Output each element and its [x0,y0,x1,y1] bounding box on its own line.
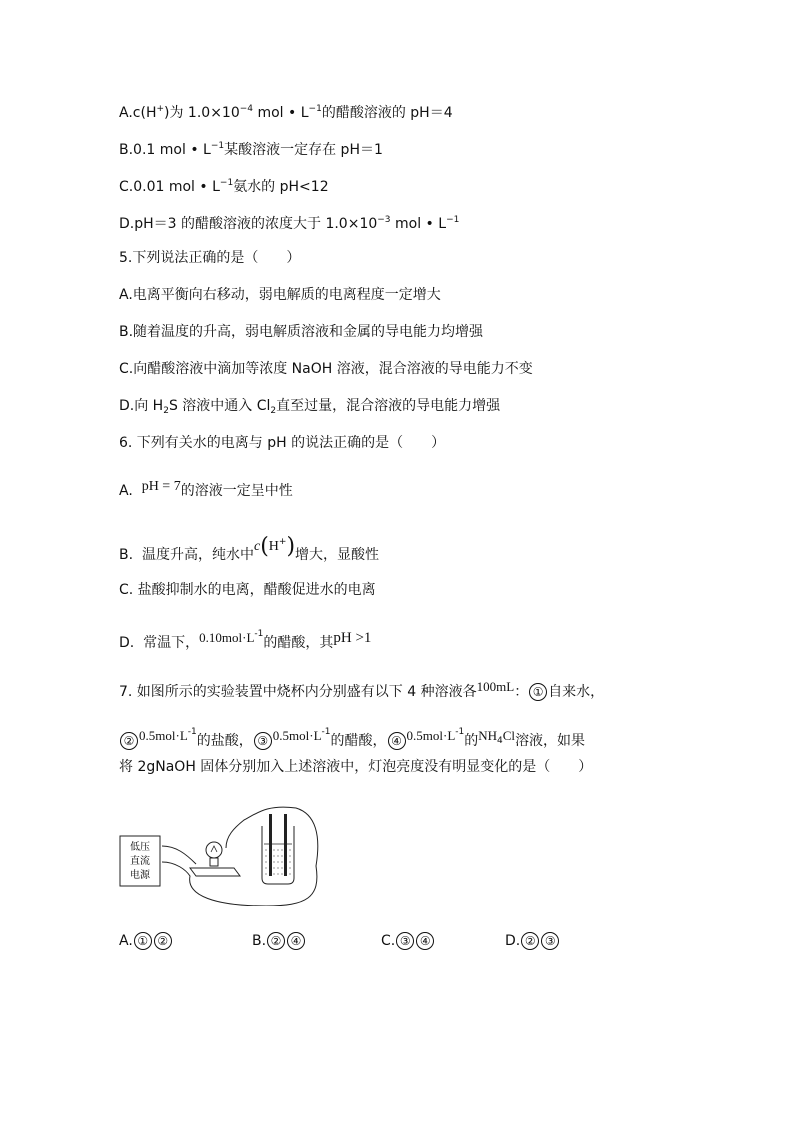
q5-option-d [119,396,500,421]
q6-stem: 6. 下列有关水的电离与 pH 的说法正确的是（ ） [119,435,446,451]
q4-option-d [119,210,459,234]
q6-d-unit-exp: -1 [254,629,264,639]
q7-a-mark2: ② [154,932,172,950]
q4-c-text: 氨水的 pH<12 [233,179,329,195]
q6-b-text1: 温度升高，纯水中 [141,547,254,563]
q6-b-paren-open: ( [260,534,269,559]
q6-d-conc: 0.10mol [199,630,243,645]
q7-l2-circle4: ④ [388,732,406,750]
q7-l2-circle2: ② [120,732,138,750]
q7-l2-salt2: Cl [502,728,516,743]
q5-option-b: B.随着温度的升高，弱电解质溶液和金属的导电能力均增强 [119,324,484,340]
q4-d-exp: −3 [377,215,391,225]
q6-d-formula: pH >1 [333,630,372,646]
q7-d-label: D. [505,933,521,949]
q5-d-sub2: 2 [270,406,277,416]
power-label-line2: 直流 [130,856,150,867]
q7-l2-conc-2: 0.5mol [272,728,310,743]
q4-b-exp: −1 [210,141,225,151]
beaker [262,826,294,884]
q5-d-mid: S 溶液中通入 Cl [168,398,271,414]
q7-l2-unit-1: ·L [175,728,188,743]
q7-option-a [119,931,173,951]
q6-option-d [119,629,371,653]
q4-a-unit-exp: −1 [308,104,322,114]
q4-d-unit: mol • L [390,216,447,232]
q7-option-b [252,931,306,951]
q7-c-mark1: ③ [396,932,414,950]
power-label-line1: 低压 [130,842,150,853]
q7-option-d [505,931,560,951]
q7-l1-text1: 7. 如图所示的实验装置中烧杯内分别盛有以下 4 种溶液各 [119,684,477,700]
q7-l2-t5: 溶液，如果 [515,733,586,749]
q7-l2-exp-2: -1 [321,727,331,737]
bulb-icon [206,842,222,858]
q6-d-text2: 的醋酸，其 [263,635,334,651]
q7-c-label: C. [381,933,396,949]
q6-b-label: B. [119,547,134,563]
q4-b-text: 某酸溶液一定存在 pH＝1 [224,142,383,158]
q4-a-unit: mol • L [253,105,309,121]
q7-b-label: B. [252,933,267,949]
q7-line3: 将 2gNaOH 固体分别加入上述溶液中，灯泡亮度没有明显变化的是（ ） [119,759,593,775]
q7-l2-salt-sub: 4 [497,736,503,746]
q6-b-ion-sup: + [278,537,287,547]
q6-b-paren-close: ) [286,534,296,559]
q6-b-c: c [253,539,261,554]
q5-option-a: A.电离平衡向右移动，弱电解质的电离程度一定增大 [119,287,441,303]
q5-option-c: C.向醋酸溶液中滴加等浓度 NaOH 溶液，混合溶液的导电能力不变 [119,361,533,377]
q4-d-prefix: D.pH＝3 的醋酸溶液的浓度大于 1.0×10 [119,216,378,232]
q7-b-mark1: ② [267,932,285,950]
q7-l2-circle3: ③ [254,732,272,750]
q6-a-formula: pH = 7 [141,479,181,494]
apparatus-diagram [116,806,346,906]
q7-b-mark2: ④ [287,932,305,950]
q6-option-a [119,481,293,502]
q6-a-text: 的溶液一定呈中性 [180,483,293,499]
q4-b-prefix: B.0.1 mol • L [119,142,211,158]
q7-l2-t3: 的醋酸， [330,733,387,749]
q6-b-ion: H [268,539,279,554]
q7-l1-circle: ① [529,683,547,701]
q6-option-c: C. 盐酸抑制水的电离，醋酸促进水的电离 [119,582,376,598]
q7-a-label: A. [119,933,133,949]
q7-l2-exp-1: -1 [187,727,197,737]
q7-l1-vol: 100mL [476,679,515,694]
power-label-line3: 电源 [130,870,150,881]
q6-option-b [119,534,380,566]
q4-a-text: 的醋酸溶液的 pH＝4 [321,105,453,121]
q4-c-prefix: C.0.01 mol • L [119,179,220,195]
q4-option-c [119,173,329,197]
q4-a-sup: + [156,104,165,114]
q7-l2-t4: 的 [464,733,479,749]
q6-a-label: A. [119,483,133,499]
q7-l1-text3: 自来水， [548,684,605,700]
q7-l2-exp-3: -1 [455,727,465,737]
q7-line1 [119,679,605,702]
q6-b-text2: 增大，显酸性 [295,547,380,563]
q7-l2-conc-1: 0.5mol [139,728,176,743]
q5-d-prefix: D.向 H [119,398,164,414]
lamp-base [190,868,240,876]
electrode-right [284,814,287,876]
q7-l2-salt: NH [478,728,498,743]
q7-c-mark2: ④ [416,932,434,950]
q7-l2-unit-2: ·L [309,728,322,743]
q4-a-mid: )为 1.0×10 [164,105,240,121]
q5-d-sub1: 2 [163,406,169,416]
q7-l2-unit-3: ·L [442,728,456,743]
solution-hatch [265,850,291,874]
q5-d-text: 直至过量，混合溶液的导电能力增强 [276,398,501,414]
q4-a-exp: −4 [239,104,254,114]
q4-c-exp: −1 [219,178,234,188]
q4-option-b [119,136,383,160]
q4-a-prefix: A.c(H [119,105,157,121]
q7-l1-text2: ： [514,684,529,700]
q5-stem: 5.下列说法正确的是（ ） [119,250,301,266]
q7-option-c [381,931,435,951]
q6-d-text1: 常温下， [143,635,200,651]
electrode-left [269,814,272,876]
q7-line2 [119,727,585,756]
q7-l2-conc-3: 0.5mol [406,728,443,743]
q7-l2-t2: 的盐酸， [196,733,253,749]
q7-d-mark1: ② [521,932,539,950]
q7-d-mark2: ③ [541,932,559,950]
q4-d-unit-exp: −1 [446,215,460,225]
q6-d-unit: ·L [242,630,255,645]
q6-d-label: D. [119,635,135,651]
q4-option-a [119,99,453,123]
q7-a-mark1: ① [134,932,152,950]
